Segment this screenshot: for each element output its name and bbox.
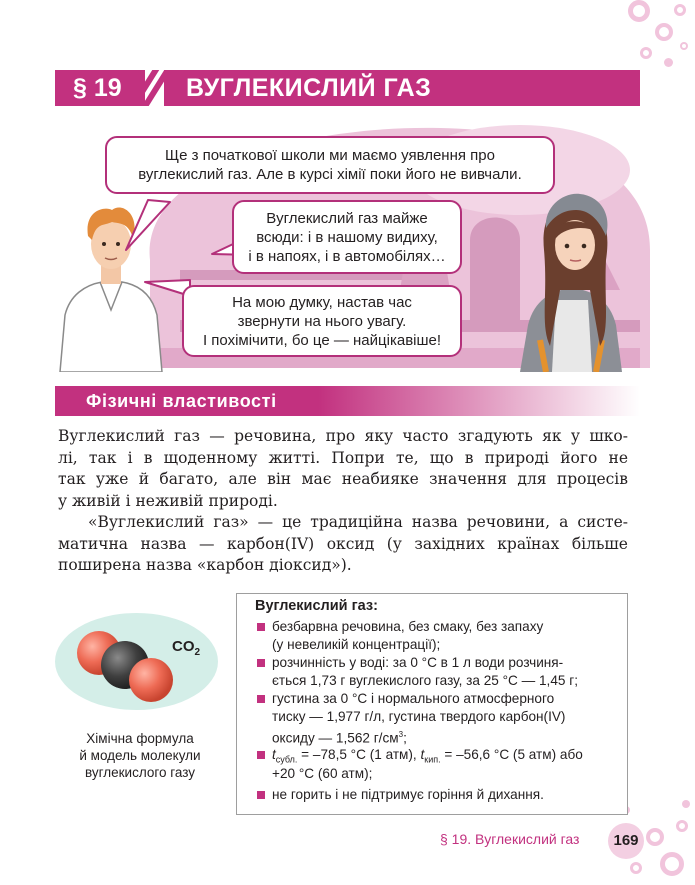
property-line: +20 °С (60 атм);	[272, 766, 373, 781]
bubble-line: І похімічити, бо це — найцікавіше!	[202, 332, 442, 349]
boy-illustration	[60, 208, 162, 372]
bubble-line: На мою думку, настав час	[232, 294, 412, 311]
chapter-title: ВУГЛЕКИСЛИЙ ГАЗ	[164, 70, 640, 106]
bubble-line: вуглекислий газ. Але в курсі хімії поки його не вивчали.	[138, 166, 522, 183]
page-number: 169	[608, 823, 644, 859]
temp-symbol: t	[272, 747, 276, 762]
decor-dot	[660, 852, 684, 876]
bullet-marker	[257, 623, 265, 631]
text-line: Вуглекислий газ — речовина, про яку часто згадують як у шко-	[58, 427, 628, 445]
bullet-marker	[257, 659, 265, 667]
decor-dot	[682, 800, 690, 808]
section-number: § 19	[55, 70, 145, 106]
property-line: розчинність у воді: за 0 °С в 1 л води розчиня-	[272, 655, 564, 670]
temp-text: = –56,6 °С (5 атм) або	[440, 747, 583, 762]
formula-main: CO	[172, 638, 195, 655]
bubble-line: Ще з початкової школи ми маємо уявлення про	[165, 147, 495, 164]
property-line: (у невеликій концентрації);	[272, 637, 441, 652]
running-title: § 19. Вуглекислий газ	[440, 831, 580, 847]
property-line	[272, 726, 407, 747]
bullet-marker	[257, 695, 265, 703]
decor-dot	[676, 820, 688, 832]
temp-symbol: t	[420, 747, 425, 762]
temp-text: = –78,5 °С (1 атм),	[297, 747, 421, 762]
oxygen-atom	[129, 658, 173, 702]
paragraph-names	[58, 512, 628, 577]
decor-dot	[680, 42, 688, 50]
property-line: тиску — 1,977 г/л, густина твердого карбон(IV)	[272, 709, 566, 724]
speech-bubble-boy	[182, 285, 462, 357]
bubble-line: звернути на нього увагу.	[237, 313, 407, 330]
decor-dot	[640, 47, 652, 59]
property-line: ється 1,73 г вуглекислого газу, за 25 °С — 1,45 г;	[272, 673, 578, 688]
decor-dot	[628, 0, 650, 22]
molecule-caption	[60, 730, 220, 781]
decor-dot	[674, 4, 686, 16]
density-text: оксиду — 1,562 г/см	[272, 730, 399, 746]
superscript: 3	[398, 730, 404, 739]
punct: ;	[403, 730, 407, 746]
caption-line: Хімічна формула	[86, 731, 194, 746]
text-line: у живій і неживій природі.	[58, 491, 278, 510]
decor-dot	[630, 862, 642, 874]
bubble-line: і в напоях, і в автомобілях…	[248, 248, 446, 265]
properties-title: Вуглекислий газ:	[255, 598, 378, 614]
caption-line: вуглекислого газу	[84, 765, 196, 780]
text-line: «Вуглекислий газ» — це традиційна назва речовини, а систе-	[88, 513, 628, 531]
speech-bubble-intro	[105, 136, 555, 194]
property-line: не горить і не підтримує горіння й дихання.	[272, 787, 544, 802]
co2-molecule-model	[55, 613, 218, 710]
text-line: так уже й багато, але він має неабияке значення для процесів	[58, 470, 628, 488]
decor-dot	[655, 23, 673, 41]
bubble-line: Вуглекислий газ майже	[266, 210, 428, 227]
property-line: безбарвна речовина, без смаку, без запаху	[272, 619, 544, 634]
text-line: поширена назва «карбон діоксид»).	[58, 556, 352, 574]
text-line: матична назва — карбон(IV) оксид (у західних країнах більше	[58, 534, 628, 553]
formula-subscript: 2	[194, 647, 201, 658]
paragraph-intro	[58, 426, 628, 512]
text-line: лі, так і в щоденному житті. Попри те, що в природі його не	[58, 448, 628, 467]
subscript: кип.	[424, 754, 441, 765]
subscript: субл.	[275, 754, 298, 765]
decor-dot	[646, 828, 664, 846]
bubble-line: всюди: і в нашому видиху,	[256, 229, 438, 246]
caption-line: й модель молекули	[79, 748, 201, 763]
bullet-marker	[257, 791, 265, 799]
speech-bubble-girl	[232, 200, 462, 274]
bullet-marker	[257, 751, 265, 759]
property-line: густина за 0 °С і нормального атмосферного	[272, 691, 555, 706]
decor-dot	[664, 58, 673, 67]
molecule-formula	[172, 638, 200, 658]
section-title: Фізичні властивості	[86, 391, 277, 411]
